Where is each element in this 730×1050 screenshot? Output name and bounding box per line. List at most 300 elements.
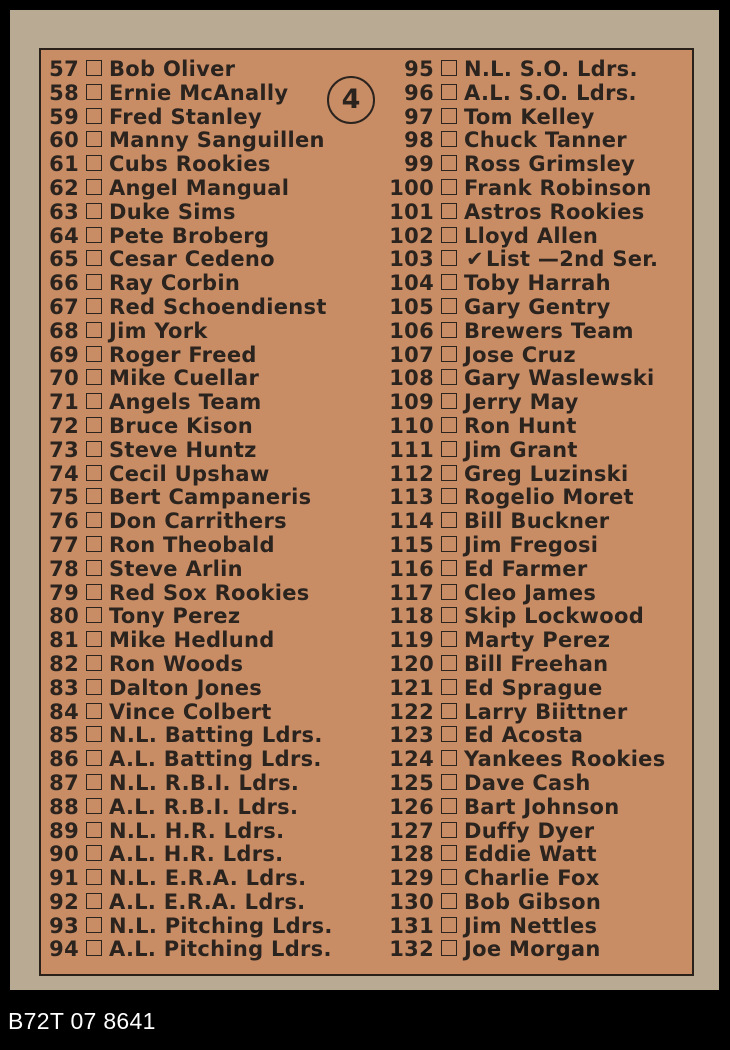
- card-number: 69: [49, 342, 79, 367]
- checkbox[interactable]: [441, 250, 457, 266]
- checklist-row: [384, 153, 666, 177]
- checkbox[interactable]: [441, 607, 457, 623]
- player-name: Marty Perez: [464, 628, 611, 653]
- card-number: 96: [404, 80, 434, 105]
- checklist-row: [47, 915, 333, 939]
- card-number: 72: [49, 413, 79, 438]
- card-number: 64: [49, 223, 79, 248]
- checklist-row: [47, 344, 333, 368]
- checkbox[interactable]: [441, 726, 457, 742]
- card-number: 84: [49, 699, 79, 724]
- checkbox[interactable]: [86, 298, 102, 314]
- player-name: Dalton Jones: [109, 675, 263, 700]
- player-name: A.L. E.R.A. Ldrs.: [109, 889, 306, 914]
- player-name: Don Carrithers: [109, 509, 287, 534]
- checklist-row: [384, 772, 666, 796]
- checklist-row: [384, 106, 666, 130]
- player-name: Vince Colbert: [109, 699, 272, 724]
- checklist-row: [47, 558, 333, 582]
- card-number: 118: [389, 604, 434, 629]
- card-number: 82: [49, 651, 79, 676]
- card-number: 89: [49, 818, 79, 843]
- card-number: 65: [49, 247, 79, 272]
- checkbox[interactable]: [86, 774, 102, 790]
- card-number: 129: [389, 866, 434, 891]
- checkbox[interactable]: [86, 940, 102, 956]
- checkbox[interactable]: [86, 536, 102, 552]
- card-number: 93: [49, 913, 79, 938]
- checkbox[interactable]: [441, 774, 457, 790]
- player-name: Yankees Rookies: [464, 747, 666, 772]
- card-number: 101: [389, 199, 434, 224]
- player-name: Angels Team: [109, 390, 262, 415]
- card-number: 78: [49, 556, 79, 581]
- checklist-row: [384, 367, 666, 391]
- player-name: Jim York: [109, 318, 208, 343]
- card-number: 83: [49, 675, 79, 700]
- player-name: Duffy Dyer: [464, 818, 595, 843]
- card-number: 109: [389, 390, 434, 415]
- checkbox[interactable]: [441, 560, 457, 576]
- player-name: Jim Fregosi: [464, 532, 599, 557]
- checklist-row: [47, 772, 333, 796]
- checklist-row: [47, 177, 333, 201]
- card-number: 107: [389, 342, 434, 367]
- checkbox[interactable]: [86, 488, 102, 504]
- player-name: Ed Sprague: [464, 675, 603, 700]
- card-number: 95: [404, 57, 434, 81]
- checklist-row: [47, 534, 333, 558]
- card-number: 71: [49, 390, 79, 415]
- checkbox[interactable]: [441, 822, 457, 838]
- checklist-row: [384, 439, 666, 463]
- player-name: A.L. R.B.I. Ldrs.: [109, 794, 299, 819]
- player-name: Frank Robinson: [464, 175, 652, 200]
- player-name: Lloyd Allen: [464, 223, 599, 248]
- checkbox[interactable]: [86, 679, 102, 695]
- checkbox[interactable]: [441, 298, 457, 314]
- checklist-row: [47, 391, 333, 415]
- player-name: Toby Harrah: [464, 271, 611, 296]
- player-name: Angel Mangual: [109, 175, 290, 200]
- card-number: 59: [49, 104, 79, 129]
- checklist-row: [47, 701, 333, 725]
- card-number: 132: [389, 937, 434, 962]
- checkbox[interactable]: [441, 750, 457, 766]
- card-number: 91: [49, 866, 79, 891]
- checklist-row: [47, 248, 333, 272]
- checkbox[interactable]: [441, 869, 457, 885]
- checklist-row: [384, 510, 666, 534]
- player-name: Cubs Rookies: [109, 152, 271, 177]
- checkbox[interactable]: [86, 893, 102, 909]
- checklist-row: [384, 820, 666, 844]
- player-name: Jim Grant: [464, 437, 578, 462]
- card-number: 61: [49, 152, 79, 177]
- player-name: A.L. Pitching Ldrs.: [109, 937, 332, 962]
- card-number: 88: [49, 794, 79, 819]
- checklist-panel: [39, 48, 694, 976]
- card-number: 73: [49, 437, 79, 462]
- checklist-row: [384, 701, 666, 725]
- checklist-row: [384, 867, 666, 891]
- checklist-left-column: [47, 58, 333, 962]
- player-name: N.L. S.O. Ldrs.: [464, 57, 638, 81]
- checklist-row: [47, 605, 333, 629]
- card-number: 87: [49, 770, 79, 795]
- card-number: 97: [404, 104, 434, 129]
- checkbox[interactable]: [86, 250, 102, 266]
- player-name: Bob Oliver: [109, 57, 236, 81]
- checklist-row: [384, 891, 666, 915]
- checkbox[interactable]: [441, 274, 457, 290]
- checklist-row: [47, 320, 333, 344]
- checklist-row: [384, 558, 666, 582]
- card-number: 98: [404, 128, 434, 153]
- checklist-row: [384, 58, 666, 82]
- card-number: 70: [49, 366, 79, 391]
- card-number: 79: [49, 580, 79, 605]
- card-number: 106: [389, 318, 434, 343]
- card-number: 123: [389, 723, 434, 748]
- player-name: Ron Theobald: [109, 532, 275, 557]
- player-name: A.L. Batting Ldrs.: [109, 747, 322, 772]
- checklist-row: [384, 201, 666, 225]
- checklist-row: [384, 582, 666, 606]
- checklist-row: [384, 748, 666, 772]
- player-name: Red Sox Rookies: [109, 580, 310, 605]
- checkbox[interactable]: [441, 584, 457, 600]
- card-number: 111: [389, 437, 434, 462]
- card-number: 131: [389, 913, 434, 938]
- player-name: Ron Hunt: [464, 413, 577, 438]
- checklist-row: [384, 129, 666, 153]
- player-name: Charlie Fox: [464, 866, 600, 891]
- card-number: 120: [389, 651, 434, 676]
- checkbox[interactable]: [86, 465, 102, 481]
- card-number: 77: [49, 532, 79, 557]
- checkbox[interactable]: [441, 465, 457, 481]
- player-name: A.L. H.R. Ldrs.: [109, 842, 284, 867]
- player-name: Cleo James: [464, 580, 597, 605]
- checkbox[interactable]: [441, 417, 457, 433]
- player-name: Roger Freed: [109, 342, 257, 367]
- checklist-row: [47, 272, 333, 296]
- player-name: Fred Stanley: [109, 104, 262, 129]
- checkbox[interactable]: [86, 726, 102, 742]
- checklist-row: [384, 82, 666, 106]
- player-name: Bert Campaneris: [109, 485, 312, 510]
- checklist-row: [47, 153, 333, 177]
- checkbox[interactable]: [441, 322, 457, 338]
- checkbox[interactable]: [86, 512, 102, 528]
- player-name: N.L. Batting Ldrs.: [109, 723, 323, 748]
- card-number: 130: [389, 889, 434, 914]
- checklist-row: [384, 724, 666, 748]
- checklist-row: [47, 463, 333, 487]
- checklist-row: [384, 843, 666, 867]
- checkbox[interactable]: [441, 179, 457, 195]
- checklist-row: [47, 296, 333, 320]
- checklist-row: [47, 820, 333, 844]
- checkbox[interactable]: [86, 869, 102, 885]
- checkbox[interactable]: [86, 274, 102, 290]
- card-number: 68: [49, 318, 79, 343]
- card-number: 86: [49, 747, 79, 772]
- checkbox[interactable]: [86, 203, 102, 219]
- card-number: 112: [389, 461, 434, 486]
- checkbox[interactable]: [86, 369, 102, 385]
- card-number-badge: 4: [327, 76, 375, 124]
- card-number: 121: [389, 675, 434, 700]
- card-number: 62: [49, 175, 79, 200]
- checkbox[interactable]: [86, 798, 102, 814]
- card-number: 119: [389, 628, 434, 653]
- player-name: Mike Hedlund: [109, 628, 275, 653]
- checkbox[interactable]: [441, 679, 457, 695]
- checkbox[interactable]: [86, 607, 102, 623]
- checkbox[interactable]: [86, 155, 102, 171]
- checkbox[interactable]: [86, 845, 102, 861]
- checklist-row: [384, 486, 666, 510]
- checkbox[interactable]: [441, 369, 457, 385]
- checkbox[interactable]: [441, 940, 457, 956]
- card-number: 103: [389, 247, 434, 272]
- checklist-row: [384, 463, 666, 487]
- player-name: Bill Buckner: [464, 509, 610, 534]
- checklist-row: [47, 201, 333, 225]
- card-number: 110: [389, 413, 434, 438]
- player-name: Ernie McAnally: [109, 80, 289, 105]
- card-number: 105: [389, 294, 434, 319]
- checkbox[interactable]: [86, 108, 102, 124]
- checklist-card: [10, 10, 719, 990]
- checkbox[interactable]: [441, 798, 457, 814]
- card-number: 108: [389, 366, 434, 391]
- card-number: 100: [389, 175, 434, 200]
- player-name: Gary Gentry: [464, 294, 611, 319]
- player-name: A.L. S.O. Ldrs.: [464, 80, 637, 105]
- checkbox[interactable]: [86, 441, 102, 457]
- player-name: Duke Sims: [109, 199, 236, 224]
- checkbox[interactable]: [441, 346, 457, 362]
- checkbox[interactable]: [86, 60, 102, 76]
- player-name: Brewers Team: [464, 318, 634, 343]
- checkbox[interactable]: [441, 203, 457, 219]
- checklist-row: [47, 82, 333, 106]
- player-name: Chuck Tanner: [464, 128, 627, 153]
- checklist-row: [384, 677, 666, 701]
- player-name: N.L. E.R.A. Ldrs.: [109, 866, 307, 891]
- checklist-row: [384, 225, 666, 249]
- player-name: Greg Luzinski: [464, 461, 629, 486]
- player-name: Steve Arlin: [109, 556, 243, 581]
- card-number: 75: [49, 485, 79, 510]
- checkbox[interactable]: [441, 227, 457, 243]
- player-name: Cecil Upshaw: [109, 461, 270, 486]
- player-name: Steve Huntz: [109, 437, 257, 462]
- checkbox[interactable]: [86, 703, 102, 719]
- player-name: Ray Corbin: [109, 271, 241, 296]
- checkbox[interactable]: [86, 560, 102, 576]
- checkbox[interactable]: [86, 822, 102, 838]
- card-number: 124: [389, 747, 434, 772]
- checklist-row: [47, 891, 333, 915]
- player-name: Cesar Cedeno: [109, 247, 275, 272]
- checkbox[interactable]: [441, 845, 457, 861]
- card-number: 67: [49, 294, 79, 319]
- checklist-row: [47, 843, 333, 867]
- player-name: Larry Biittner: [464, 699, 628, 724]
- checklist-row: [47, 677, 333, 701]
- player-name: N.L. Pitching Ldrs.: [109, 913, 333, 938]
- card-number: 92: [49, 889, 79, 914]
- player-name: Tom Kelley: [464, 104, 595, 129]
- player-name: Manny Sanguillen: [109, 128, 325, 153]
- checkbox[interactable]: [86, 917, 102, 933]
- checklist-right-column: [384, 58, 666, 962]
- card-number: 74: [49, 461, 79, 486]
- checkbox[interactable]: [86, 417, 102, 433]
- card-number: 104: [389, 271, 434, 296]
- checklist-row: [384, 320, 666, 344]
- card-number: 122: [389, 699, 434, 724]
- player-name: Joe Morgan: [464, 937, 601, 962]
- checklist-row: [384, 629, 666, 653]
- checklist-row: [47, 724, 333, 748]
- inventory-code: B72T 07 8641: [8, 1008, 156, 1034]
- player-name: Rogelio Moret: [464, 485, 634, 510]
- checkbox[interactable]: [441, 108, 457, 124]
- checkbox[interactable]: [86, 750, 102, 766]
- player-name: Jerry May: [464, 390, 579, 415]
- checkbox[interactable]: [441, 893, 457, 909]
- checklist-row: [384, 653, 666, 677]
- checkbox[interactable]: [441, 60, 457, 76]
- player-name: Bruce Kison: [109, 413, 253, 438]
- checklist-row: [384, 177, 666, 201]
- checklist-row: [47, 867, 333, 891]
- card-number: 117: [389, 580, 434, 605]
- checklist-row: [47, 653, 333, 677]
- player-name: Pete Broberg: [109, 223, 270, 248]
- card-number: 99: [404, 152, 434, 177]
- checkbox[interactable]: [86, 346, 102, 362]
- player-name: Bart Johnson: [464, 794, 620, 819]
- checkbox[interactable]: [86, 84, 102, 100]
- checkbox[interactable]: [441, 703, 457, 719]
- checklist-row: [47, 510, 333, 534]
- card-number: 94: [49, 937, 79, 962]
- checkbox[interactable]: [441, 655, 457, 671]
- checkbox[interactable]: [441, 155, 457, 171]
- player-name: Mike Cuellar: [109, 366, 260, 391]
- checklist-row: [384, 915, 666, 939]
- player-name: Gary Waslewski: [464, 366, 655, 391]
- player-name: Astros Rookies: [464, 199, 645, 224]
- checkbox[interactable]: [441, 631, 457, 647]
- checkmark-icon: ✔: [466, 247, 484, 272]
- player-name: N.L. R.B.I. Ldrs.: [109, 770, 300, 795]
- player-name: Ross Grimsley: [464, 152, 636, 177]
- player-name: List —2nd Ser.: [486, 247, 659, 272]
- checkbox[interactable]: [441, 512, 457, 528]
- checklist-row: [384, 605, 666, 629]
- checklist-row: [384, 796, 666, 820]
- card-number: 57: [49, 57, 79, 81]
- checklist-row: [47, 129, 333, 153]
- checkbox[interactable]: [86, 584, 102, 600]
- player-name: Tony Perez: [109, 604, 241, 629]
- player-name: Ed Acosta: [464, 723, 584, 748]
- card-number: 113: [389, 485, 434, 510]
- player-name: Ron Woods: [109, 651, 244, 676]
- checklist-row: [384, 248, 666, 272]
- player-name: Jim Nettles: [464, 913, 598, 938]
- checklist-row: [47, 486, 333, 510]
- card-number: 66: [49, 271, 79, 296]
- player-name: Skip Lockwood: [464, 604, 645, 629]
- checklist-row: [384, 391, 666, 415]
- checklist-row: [384, 344, 666, 368]
- checkbox[interactable]: [86, 179, 102, 195]
- checklist-row: [47, 367, 333, 391]
- checkbox[interactable]: [441, 536, 457, 552]
- checklist-row: [384, 534, 666, 558]
- card-number: 81: [49, 628, 79, 653]
- checklist-row: [47, 106, 333, 130]
- checkbox[interactable]: [441, 131, 457, 147]
- checklist-row: [47, 439, 333, 463]
- player-name: Red Schoendienst: [109, 294, 327, 319]
- card-number: 85: [49, 723, 79, 748]
- card-number: 63: [49, 199, 79, 224]
- card-number: 116: [389, 556, 434, 581]
- player-name: Bill Freehan: [464, 651, 609, 676]
- card-number: 80: [49, 604, 79, 629]
- checkbox[interactable]: [86, 655, 102, 671]
- checklist-row: [47, 938, 333, 962]
- card-number: 60: [49, 128, 79, 153]
- checklist-row: [47, 582, 333, 606]
- card-number: 126: [389, 794, 434, 819]
- checkbox[interactable]: [86, 393, 102, 409]
- checkbox[interactable]: [441, 441, 457, 457]
- player-name: Jose Cruz: [464, 342, 576, 367]
- checklist-row: [47, 225, 333, 249]
- player-name: Bob Gibson: [464, 889, 602, 914]
- checklist-row: [384, 415, 666, 439]
- checkbox[interactable]: [441, 917, 457, 933]
- card-number: 102: [389, 223, 434, 248]
- card-number: 125: [389, 770, 434, 795]
- checkbox[interactable]: [441, 393, 457, 409]
- checklist-row: [47, 748, 333, 772]
- player-name: N.L. H.R. Ldrs.: [109, 818, 285, 843]
- checkbox[interactable]: [86, 631, 102, 647]
- checkbox[interactable]: [441, 84, 457, 100]
- checklist-row: [47, 629, 333, 653]
- checkbox[interactable]: [86, 227, 102, 243]
- card-number: 90: [49, 842, 79, 867]
- checklist-row: [47, 415, 333, 439]
- checkbox[interactable]: [86, 322, 102, 338]
- checkbox[interactable]: [441, 488, 457, 504]
- checkbox[interactable]: [86, 131, 102, 147]
- card-number: 115: [389, 532, 434, 557]
- checklist-row: [47, 796, 333, 820]
- player-name: Eddie Watt: [464, 842, 597, 867]
